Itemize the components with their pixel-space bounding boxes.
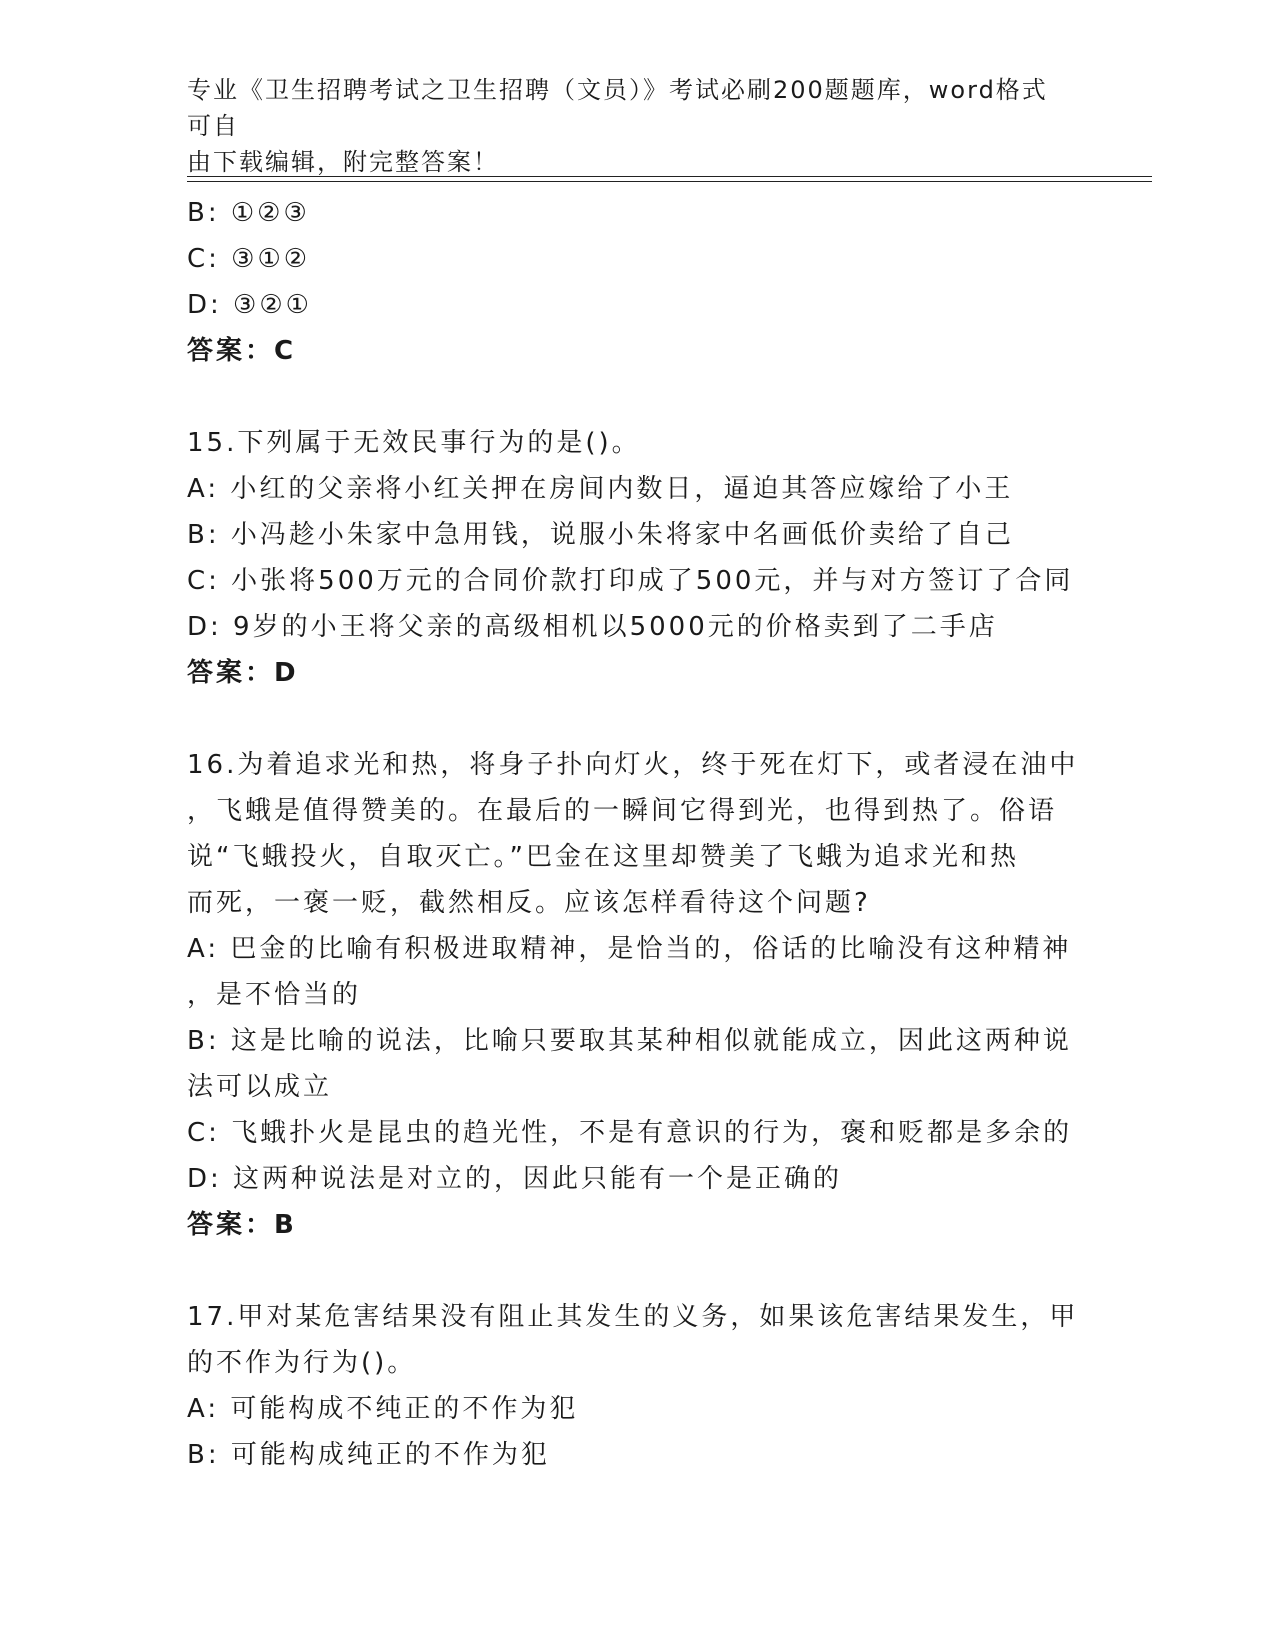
q16-answer: 答案：B bbox=[187, 1210, 297, 1240]
question-17 bbox=[187, 1294, 1087, 1478]
q17-option-a: A: 可能构成不纯正的不作为犯 bbox=[187, 1394, 579, 1424]
q14-answer: 答案：C bbox=[187, 336, 297, 366]
q15-option-c: C: 小张将500万元的合同价款打印成了500元，并与对方签订了合同 bbox=[187, 566, 1074, 596]
q15-option-d: D: 9岁的小王将父亲的高级相机以5000元的价格卖到了二手店 bbox=[187, 612, 998, 642]
q16-question-line-1: 16.为着追求光和热，将身子扑向灯火，终于死在灯下，或者浸在油中 bbox=[187, 750, 1079, 780]
q15-option-b: B: 小冯趁小朱家中急用钱，说服小朱将家中名画低价卖给了自己 bbox=[187, 520, 1014, 550]
q17-option-b: B: 可能构成纯正的不作为犯 bbox=[187, 1440, 550, 1470]
q15-answer: 答案：D bbox=[187, 658, 299, 688]
header-line-2: 由下载编辑，附完整答案！ bbox=[187, 148, 499, 176]
q14-option-d: D: ③②① bbox=[187, 290, 312, 320]
page-header bbox=[187, 72, 1067, 180]
document-body bbox=[187, 190, 1087, 1478]
question-15 bbox=[187, 420, 1087, 696]
spacer bbox=[187, 374, 1087, 420]
q16-question-line-3: 说“飞蛾投火，自取灭亡。”巴金在这里却赞美了飞蛾为追求光和热 bbox=[187, 842, 1019, 872]
q14-option-c: C: ③①② bbox=[187, 244, 311, 274]
q17-question-line-2: 的不作为行为()。 bbox=[187, 1348, 417, 1378]
q16-option-a-line-2: ，是不恰当的 bbox=[187, 980, 362, 1010]
q16-option-b-line-2: 法可以成立 bbox=[187, 1072, 333, 1102]
q17-question-line-1: 17.甲对某危害结果没有阻止其发生的义务，如果该危害结果发生，甲 bbox=[187, 1302, 1079, 1332]
q16-question-line-4: 而死，一褒一贬，截然相反。应该怎样看待这个问题? bbox=[187, 888, 871, 918]
header-divider bbox=[187, 176, 1152, 182]
header-line-1: 专业《卫生招聘考试之卫生招聘（文员）》考试必刷200题题库，word格式可自 bbox=[187, 76, 1048, 140]
q15-option-a: A: 小红的父亲将小红关押在房间内数日，逼迫其答应嫁给了小王 bbox=[187, 474, 1014, 504]
q16-option-d: D: 这两种说法是对立的，因此只能有一个是正确的 bbox=[187, 1164, 843, 1194]
spacer bbox=[187, 696, 1087, 742]
q16-option-b-line-1: B: 这是比喻的说法，比喻只要取其某种相似就能成立，因此这两种说 bbox=[187, 1026, 1072, 1056]
q15-question: 15.下列属于无效民事行为的是()。 bbox=[187, 428, 641, 458]
q14-option-b: B: ①②③ bbox=[187, 198, 310, 228]
q16-option-a-line-1: A: 巴金的比喻有积极进取精神，是恰当的，俗话的比喻没有这种精神 bbox=[187, 934, 1072, 964]
question-16 bbox=[187, 742, 1087, 1248]
spacer bbox=[187, 1248, 1087, 1294]
q16-option-c: C: 飞蛾扑火是昆虫的趋光性，不是有意识的行为，褒和贬都是多余的 bbox=[187, 1118, 1073, 1148]
question-14-tail bbox=[187, 190, 1087, 374]
q16-question-line-2: ，飞蛾是值得赞美的。在最后的一瞬间它得到光，也得到热了。俗语 bbox=[187, 796, 1058, 826]
